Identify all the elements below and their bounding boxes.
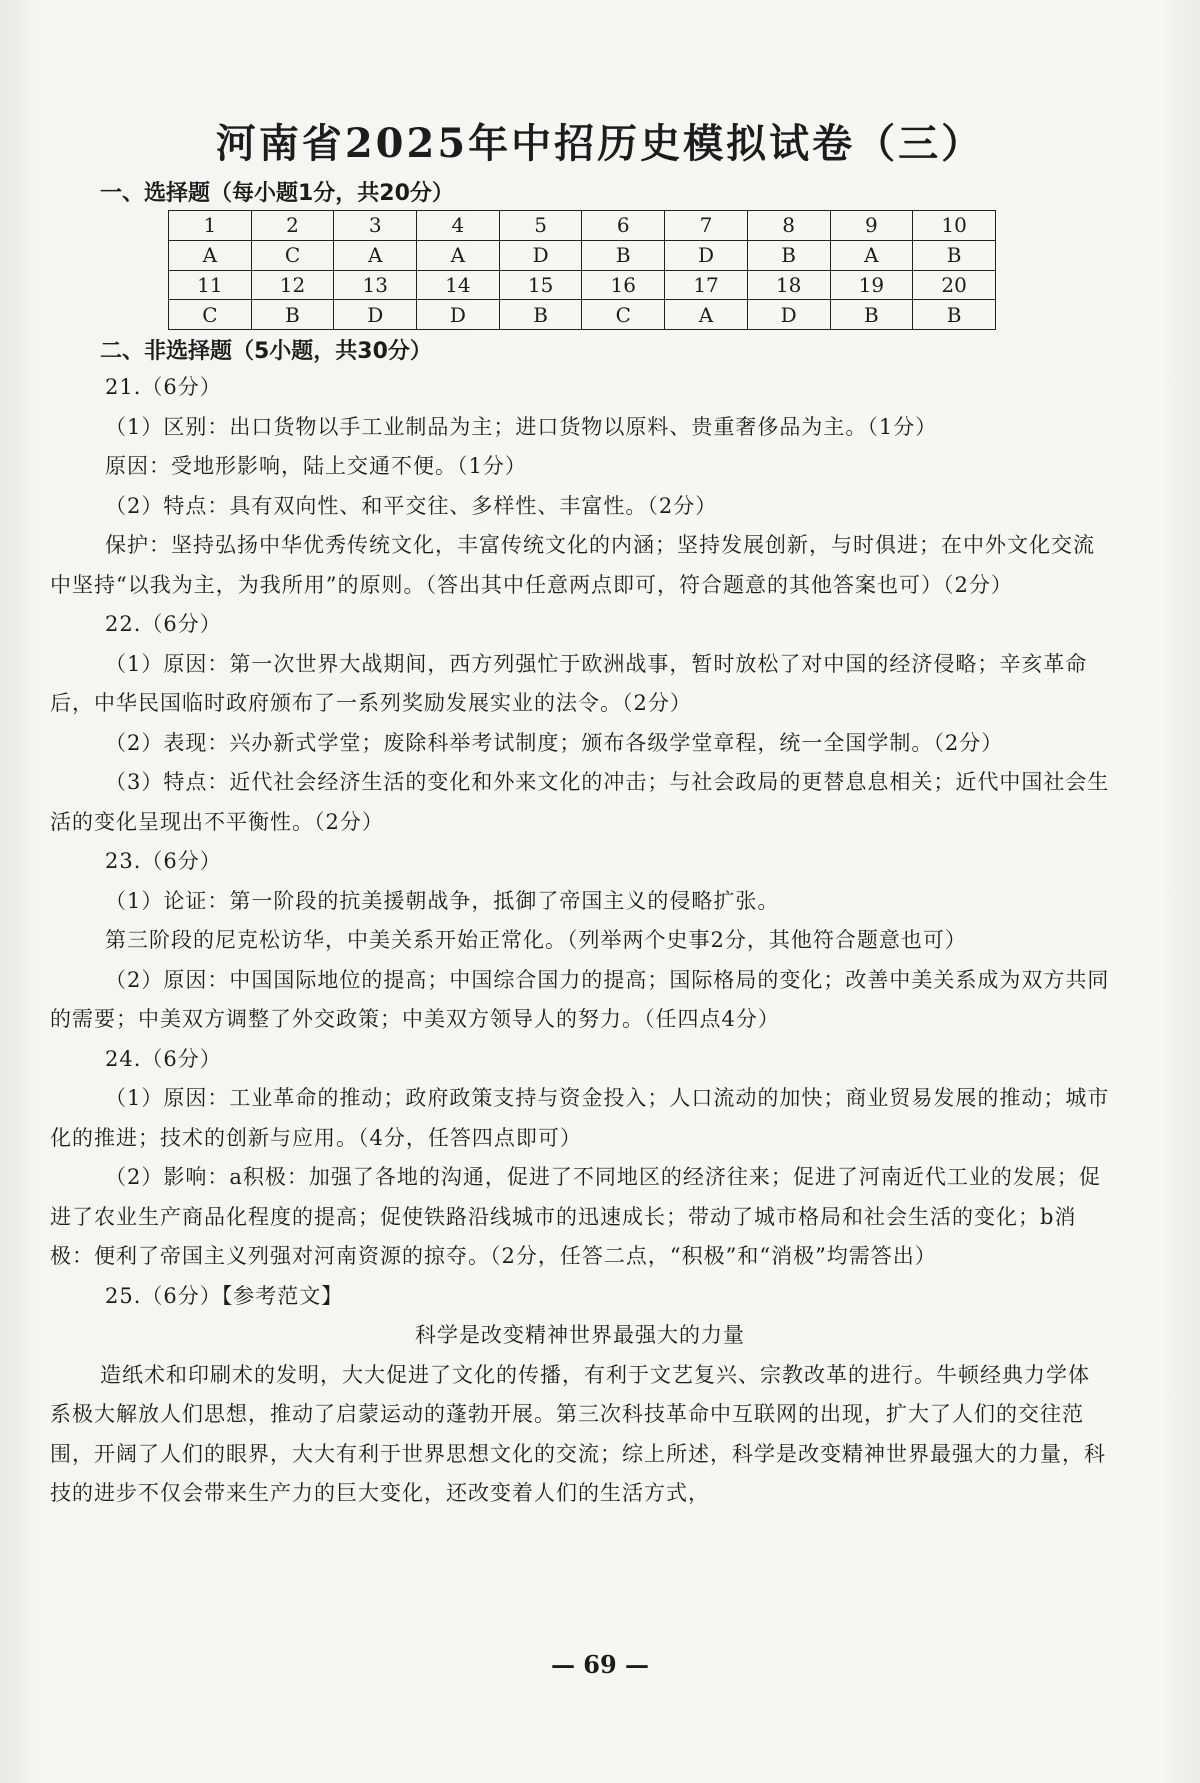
answer-table-cell: B (830, 300, 913, 330)
answer-table-cell: 1 (169, 211, 252, 241)
q23-part2: （2）原因：中国国际地位的提高；中国综合国力的提高；国际格局的变化；改善中美关系成为双方共同的需要；中美双方调整了外交政策；中美双方领导人的努力。（任四点4分） (50, 967, 1110, 1031)
page-title: 河南省2025年中招历史模拟试卷（三） (215, 120, 985, 167)
answer-table-cell: 5 (499, 211, 582, 241)
answer-table-cell: A (665, 300, 748, 330)
answer-table-cell: 16 (582, 270, 665, 300)
q24-part1: （1）原因：工业革命的推动；政府政策支持与资金投入；人口流动的加快；商业贸易发展的推动；城市化的推进；技术的创新与应用。（4分，任答四点即可） (50, 1086, 1110, 1150)
answer-table-cell: 18 (747, 270, 830, 300)
answer-table-cell: D (417, 300, 500, 330)
answer-table-cell: 14 (417, 270, 500, 300)
q21-protection: 保护：坚持弘扬中华优秀传统文化，丰富传统文化的内涵；坚持发展创新，与时俱进；在中外文化交流中坚持“以我为主，为我所用”的原则。（答出其中任意两点即可，符合题意的其他答案也可）（2分） (50, 533, 1095, 597)
q23-heading: 23.（6分） (105, 849, 222, 873)
answer-table-cell: 19 (830, 270, 913, 300)
essay-body: 造纸术和印刷术的发明，大大促进了文化的传播，有利于文艺复兴、宗教改革的进行。牛顿经典力学体系极大解放人们思想，推动了启蒙运动的蓬勃开展。第三次科技革命中互联网的出现，扩大了人们的交往范围，开阔了人们的眼界，大大有利于世界思想文化的交流；综上所述，科学是改变精神世界最强大的力量，科技的进步不仅会带来生产力的巨大变化，还改变着人们的生活方式， (50, 1362, 1106, 1505)
answer-table-cell: 3 (334, 211, 417, 241)
answer-table-cell: C (582, 300, 665, 330)
section-nonchoice-heading: 二、非选择题（5小题，共30分） (100, 339, 432, 364)
q22-heading: 22.（6分） (105, 612, 222, 636)
q21-reason: 原因：受地形影响，陆上交通不便。（1分） (105, 454, 527, 478)
answer-table-cell: A (334, 240, 417, 270)
answer-table-cell: D (499, 240, 582, 270)
answer-table-cell: B (499, 300, 582, 330)
answer-table-cell: A (830, 240, 913, 270)
answer-table-row (169, 240, 996, 270)
q21-heading: 21.（6分） (105, 375, 222, 399)
answer-table-row (169, 300, 996, 330)
section-choice-heading: 一、选择题（每小题1分，共20分） (100, 181, 454, 206)
answer-table-cell: D (334, 300, 417, 330)
q21-part2: （2）特点：具有双向性、和平交往、多样性、丰富性。（2分） (105, 493, 718, 518)
answer-table-cell: A (169, 240, 252, 270)
answer-table-cell: 17 (665, 270, 748, 300)
answer-content (50, 368, 1110, 1514)
q22-part3: （3）特点：近代社会经济生活的变化和外来文化的冲击；与社会政局的更替息息相关；近代中国社会生活的变化呈现出不平衡性。（2分） (50, 770, 1110, 834)
q23-part1: （1）论证：第一阶段的抗美援朝战争，抵御了帝国主义的侵略扩张。 (105, 888, 780, 913)
answer-table-cell: 8 (747, 211, 830, 241)
answer-table-cell: 13 (334, 270, 417, 300)
q22-part1: （1）原因：第一次世界大战期间，西方列强忙于欧洲战事，暂时放松了对中国的经济侵略；辛亥革命后，中华民国临时政府颁布了一系列奖励发展实业的法令。（2分） (50, 651, 1088, 715)
answer-table-cell: 9 (830, 211, 913, 241)
answer-table-cell: 15 (499, 270, 582, 300)
answer-table-cell: B (913, 300, 996, 330)
answer-table-cell: 11 (169, 270, 252, 300)
answer-table-cell: B (913, 240, 996, 270)
answer-table-cell: 10 (913, 211, 996, 241)
answer-table-row (169, 270, 996, 300)
q24-heading: 24.（6分） (105, 1046, 222, 1071)
q25-heading: 25.（6分）【参考范文】 (105, 1283, 344, 1308)
answer-table-cell: C (251, 240, 334, 270)
answer-table-cell: 6 (582, 211, 665, 241)
answer-table-cell: D (665, 240, 748, 270)
page-number: — 69 — (550, 1650, 650, 1679)
answer-table-cell: 2 (251, 211, 334, 241)
answer-table-cell: B (582, 240, 665, 270)
answer-table-cell: B (251, 300, 334, 330)
answer-table-cell: 4 (417, 211, 500, 241)
answer-table-cell: 12 (251, 270, 334, 300)
answer-table-cell: B (747, 240, 830, 270)
answer-table-cell: 7 (665, 211, 748, 241)
answer-table (168, 210, 996, 330)
answer-table-cell: D (747, 300, 830, 330)
q23-part1b: 第三阶段的尼克松访华，中美关系开始正常化。（列举两个史事2分，其他符合题意也可） (105, 928, 967, 952)
q24-part2: （2）影响：a积极：加强了各地的沟通，促进了不同地区的经济往来；促进了河南近代工业的发展；促进了农业生产商品化程度的提高；促使铁路沿线城市的迅速成长；带动了城市格局和社会生活的变化；b消极：便利了帝国主义列强对河南资源的掠夺。（2分，任答二点，“积极”和“消极”均需答出） (50, 1165, 1101, 1268)
answer-table-cell: A (417, 240, 500, 270)
q22-part2: （2）表现：兴办新式学堂；废除科举考试制度；颁布各级学堂章程，统一全国学制。（2分） (105, 730, 1004, 755)
answer-table-row (169, 211, 996, 241)
essay-title: 科学是改变精神世界最强大的力量 (415, 1323, 745, 1347)
q21-part1: （1）区别：出口货物以手工业制品为主；进口货物以原料、贵重奢侈品为主。（1分） (105, 414, 938, 439)
answer-table-cell: 20 (913, 270, 996, 300)
answer-table-cell: C (169, 300, 252, 330)
